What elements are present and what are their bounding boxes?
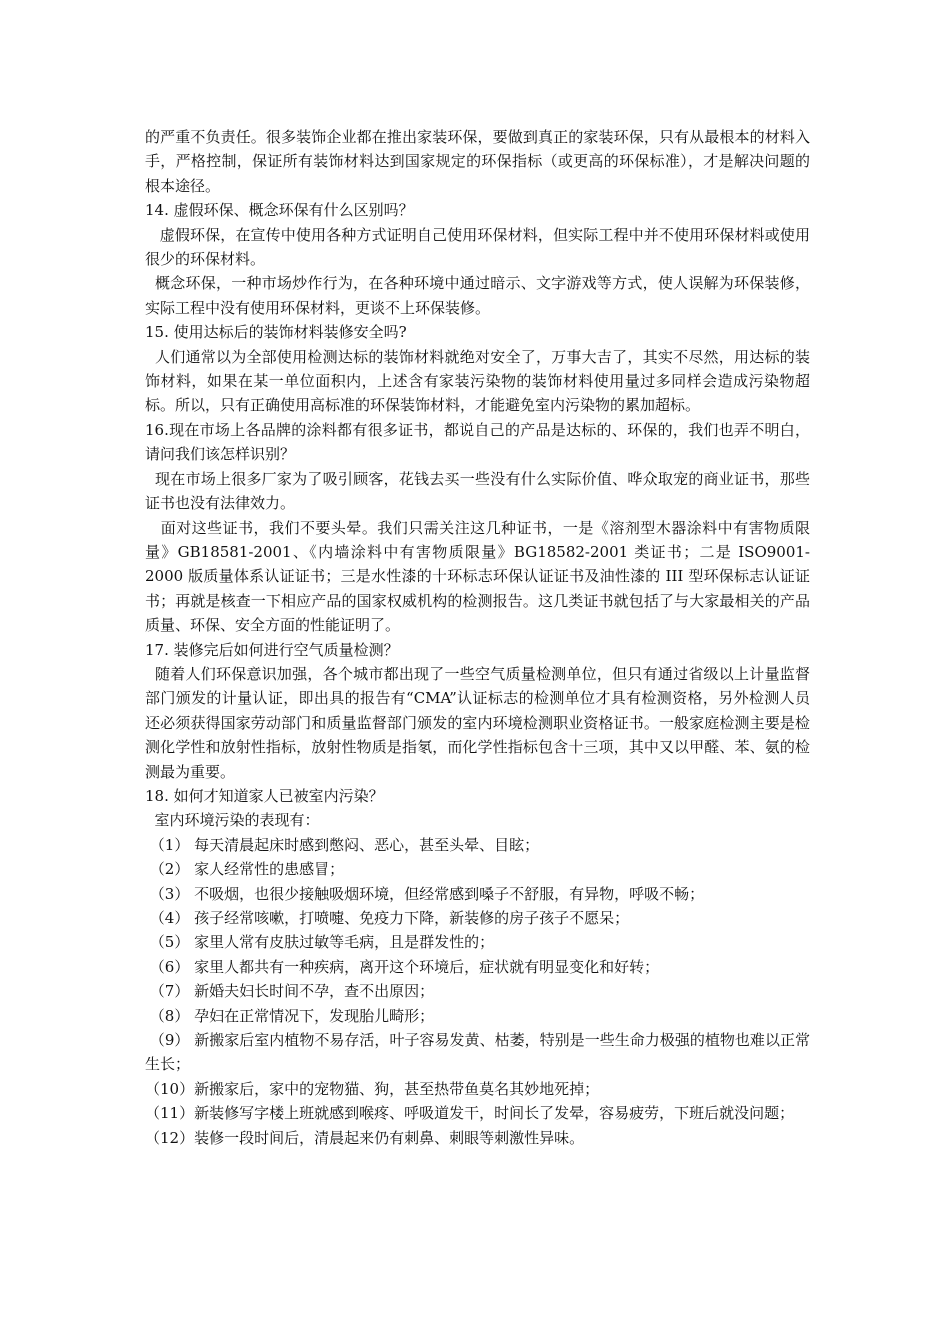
question-16: 16.现在市场上各品牌的涂料都有很多证书，都说自己的产品是达标的、环保的，我们也弄不明白，请问我们该怎样识别？: [145, 420, 810, 464]
symptom-list-item: （3） 不吸烟，也很少接触吸烟环境，但经常感到嗓子不舒服，有异物，呼吸不畅；: [145, 884, 705, 903]
symptom-list-item: （6） 家里人都共有一种疾病，离开这个环境后，症状就有明显变化和好转；: [145, 957, 660, 976]
question-14: 14. 虚假环保、概念环保有什么区别吗？: [145, 201, 414, 220]
symptom-list-item: （1） 每天清晨起床时感到憋闷、恶心，甚至头晕、目眩；: [145, 835, 540, 854]
question-18: 18. 如何才知道家人已被室内污染？: [145, 786, 384, 805]
answer-18-intro: 室内环境污染的表现有：: [145, 811, 320, 830]
symptom-list-item: （2） 家人经常性的患感冒；: [145, 860, 345, 879]
answer-16-para-2: 面对这些证书，我们不要头晕。我们只需关注这几种证书，一是《溶剂型木器涂料中有害物质限量》GB18581-2001、《内墙涂料中有害物质限量》BG18582-2001 类证书；二是 ISO9001-2000 版质量体系认证证书；三是水性漆的十环标志环保认证证书及油性漆的 III 型环保标志认证证书；再就是核查一下相应产品的国家权威机构的检测报告。这几类证书就包括了与大家最相关的产品质量、环保、安全方面的性能证明了。: [145, 518, 810, 635]
symptom-list-item: （7） 新婚夫妇长时间不孕，查不出原因；: [145, 982, 435, 1001]
symptom-list-item: （4） 孩子经常咳嗽，打喷嚏、免疫力下降，新装修的房子孩子不愿呆；: [145, 909, 630, 927]
document-body: [145, 125, 810, 1150]
symptom-list-item: （12）装修一段时间后，清晨起来仍有刺鼻、刺眼等刺激性异味。: [145, 1128, 585, 1147]
question-17: 17. 装修完后如何进行空气质量检测？: [145, 640, 399, 659]
answer-15-para-1: 人们通常以为全部使用检测达标的装饰材料就绝对安全了，万事大吉了，其实不尽然，用达标的装饰材料，如果在某一单位面积内，上述含有家装污染物的装饰材料使用量过多同样会造成污染物超标。所以，只有正确使用高标准的环保装饰材料，才能避免室内污染物的累加超标。: [145, 347, 810, 415]
symptom-list-item: （8） 孕妇在正常情况下，发现胎儿畸形；: [145, 1006, 435, 1025]
answer-14-para-2: 概念环保，一种市场炒作行为，在各种环境中通过暗示、文字游戏等方式，使人误解为环保装修，实际工程中没有使用环保材料，更谈不上环保装修。: [145, 274, 810, 317]
answer-16-para-1: 现在市场上很多厂家为了吸引顾客，花钱去买一些没有什么实际价值、哗众取宠的商业证书，那些证书也没有法律效力。: [145, 469, 810, 513]
answer-17-para-1: 随着人们环保意识加强，各个城市都出现了一些空气质量检测单位，但只有通过省级以上计量监督部门颁发的计量认证，即出具的报告有“CMA”认证标志的检测单位才具有检测资格，另外检测人员还必须获得国家劳动部门和质量监督部门颁发的室内环境检测职业资格证书。一般家庭检测主要是检测化学性和放射性指标，放射性物质是指氡，而化学性指标包含十三项，其中又以甲醛、苯、氨的检测最为重要。: [145, 664, 810, 781]
answer-14-para-1: 虚假环保，在宣传中使用各种方式证明自己使用环保材料，但实际工程中并不使用环保材料或使用很少的环保材料。: [145, 225, 810, 269]
symptom-list-item: （9） 新搬家后室内植物不易存活，叶子容易发黄、枯萎，特别是一些生命力极强的植物也难以正常生长；: [145, 1031, 810, 1074]
symptom-list-item: （10）新搬家后，家中的宠物猫、狗，甚至热带鱼莫名其妙地死掉；: [145, 1079, 600, 1098]
symptom-list-item: （5） 家里人常有皮肤过敏等毛病，且是群发性的；: [145, 933, 495, 952]
symptom-list-item: （11）新装修写字楼上班就感到喉疼、呼吸道发干，时间长了发晕，容易疲劳，下班后就没问题；: [145, 1104, 795, 1123]
paragraph-intro: 的严重不负责任。很多装饰企业都在推出家装环保，要做到真正的家装环保，只有从最根本的材料入手，严格控制，保证所有装饰材料达到国家规定的环保指标（或更高的环保标准），才是解决问题的根本途径。: [145, 128, 810, 195]
question-15: 15. 使用达标后的装饰材料装修安全吗?: [145, 323, 407, 342]
